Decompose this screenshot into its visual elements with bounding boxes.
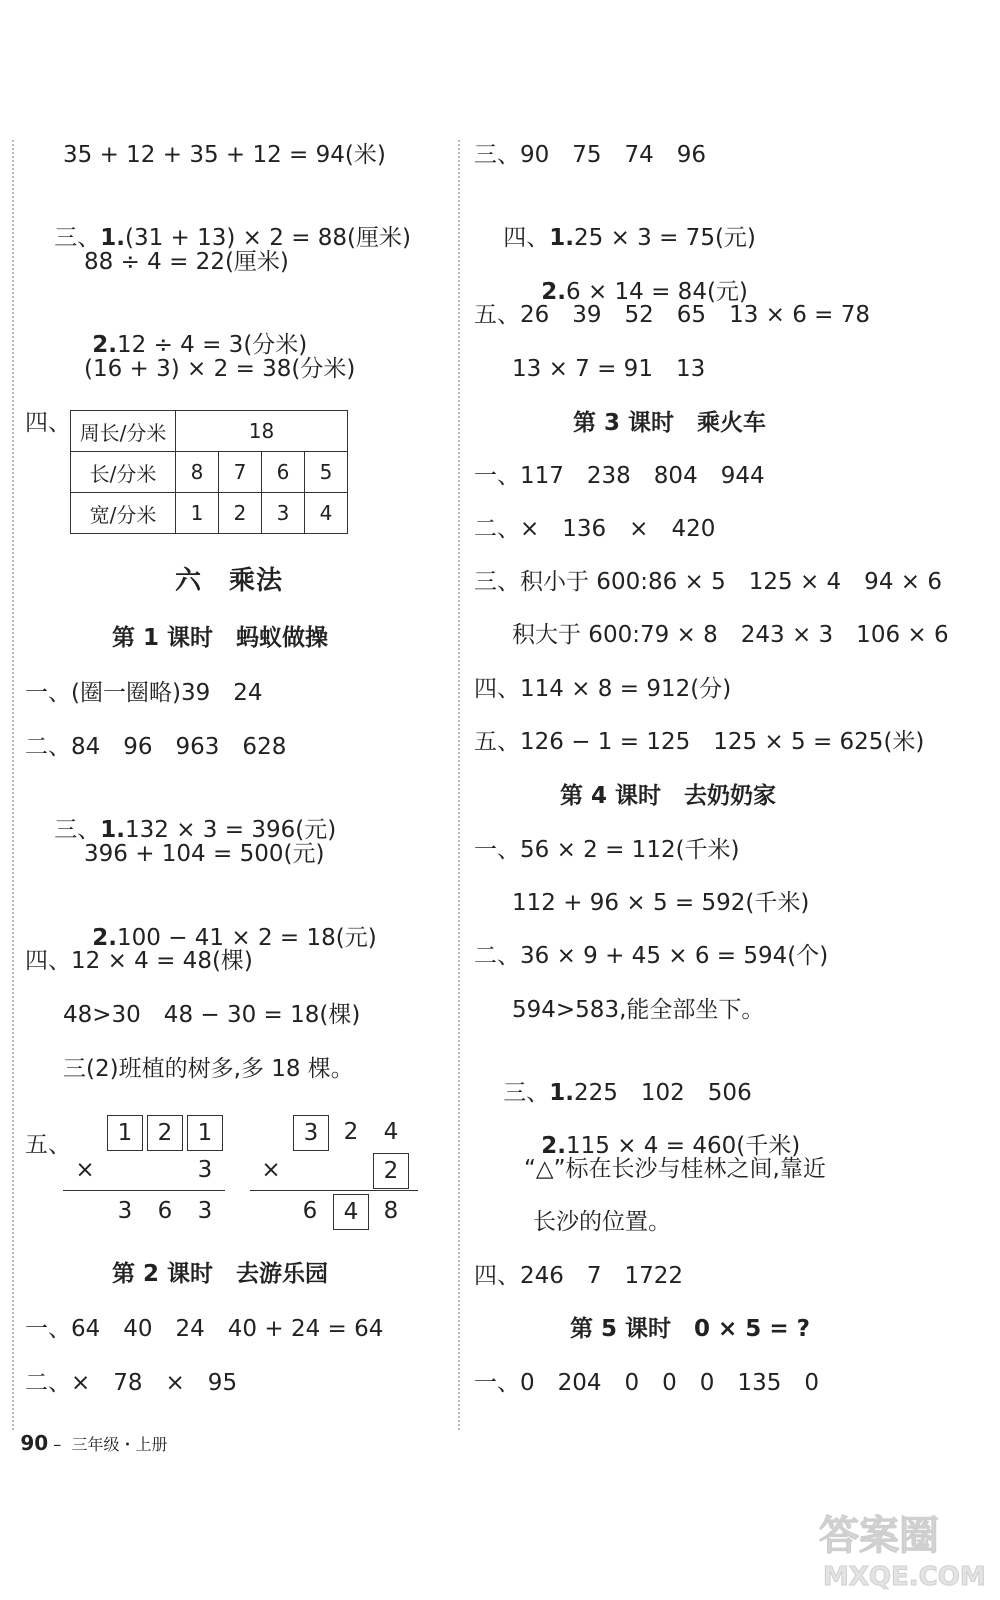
answer-line: 48>30 48 − 30 = 18(棵)	[63, 1002, 361, 1028]
answer-line: “△”标在长沙与桂林之间,靠近	[524, 1156, 826, 1182]
item-number: 2.	[541, 279, 566, 305]
answer-line: 35 + 12 + 35 + 12 = 94(米)	[63, 142, 386, 168]
answer-text: 132 × 3 = 396(元)	[125, 817, 337, 843]
answer-box: 2	[373, 1153, 409, 1189]
left-margin-rule	[12, 140, 14, 1430]
answer-line: 一、64 40 24 40 + 24 = 64	[25, 1316, 384, 1342]
result-digit: 3	[197, 1198, 213, 1224]
section-label: 四、	[25, 410, 71, 436]
table-cell: 18	[176, 411, 348, 452]
table-header-cell: 周长/分米	[71, 411, 176, 452]
answer-line: 积大于 600:79 × 8 243 × 3 106 × 6	[512, 622, 949, 648]
table-cell: 4	[305, 493, 348, 534]
answer-line: 五、26 39 52 65 13 × 6 = 78	[474, 302, 871, 328]
result-digit: 6	[157, 1198, 173, 1224]
answer-text: 25 × 3 = 75(元)	[574, 225, 756, 251]
times-sign: ×	[75, 1157, 95, 1183]
section-label: 三、	[54, 817, 101, 843]
table-row	[71, 452, 348, 493]
answer-line: 三(2)班植的树多,多 18 棵。	[63, 1056, 354, 1082]
perimeter-table	[70, 410, 348, 534]
answer-line: 三、积小于 600:86 × 5 125 × 4 94 × 6	[474, 569, 942, 595]
answer-line: 112 + 96 × 5 = 592(千米)	[512, 890, 810, 916]
answer-text: 225 102 506	[574, 1080, 752, 1106]
answer-line: 二、84 96 963 628	[25, 734, 287, 760]
svg-text:MXQE.COM: MXQE.COM	[823, 1562, 986, 1592]
item-number: 2.	[92, 925, 117, 951]
times-sign: ×	[261, 1157, 281, 1183]
answer-text: 100 − 41 × 2 = 18(元)	[117, 925, 377, 951]
section-label: 五、	[25, 1132, 71, 1158]
answer-text: 115 × 4 = 460(千米)	[566, 1133, 801, 1159]
item-number: 1.	[549, 225, 574, 251]
item-number: 2.	[541, 1133, 566, 1159]
answer-line: 13 × 7 = 91 13	[512, 356, 706, 382]
table-header-cell: 宽/分米	[71, 493, 176, 534]
lesson-title: 第 1 课时 蚂蚁做操	[112, 625, 329, 651]
table-cell: 7	[219, 452, 262, 493]
answer-line: 四、114 × 8 = 912(分)	[474, 676, 732, 702]
table-header-cell: 长/分米	[71, 452, 176, 493]
section-label: 三、	[54, 225, 101, 251]
answer-box: 3	[293, 1115, 329, 1151]
section-label: 四、	[503, 225, 550, 251]
answer-line: 二、× 136 × 420	[474, 516, 716, 542]
column-divider	[458, 140, 460, 1430]
answer-line: 四、246 7 1722	[474, 1263, 684, 1289]
item-number: 1.	[549, 1080, 574, 1106]
sum-line	[250, 1190, 418, 1191]
chapter-title: 六 乘法	[175, 566, 284, 596]
page-footer	[0, 1407, 167, 1481]
top-digit: 2	[343, 1119, 359, 1145]
lesson-title: 第 5 课时 0 × 5 = ?	[570, 1316, 810, 1342]
table-cell: 8	[176, 452, 219, 493]
table-row	[71, 493, 348, 534]
footer-grade: 三年级・上册	[71, 1435, 168, 1454]
top-digit: 4	[383, 1119, 399, 1145]
result-digit: 6	[302, 1198, 318, 1224]
answer-text: (31 + 13) × 2 = 88(厘米)	[125, 225, 412, 251]
lesson-title: 第 4 课时 去奶奶家	[560, 783, 777, 809]
answer-line: 二、× 78 × 95	[25, 1370, 238, 1396]
answer-box: 2	[147, 1115, 183, 1151]
answer-line: 三、90 75 74 96	[474, 142, 707, 168]
table-cell: 3	[262, 493, 305, 534]
answer-line: 88 ÷ 4 = 22(厘米)	[84, 249, 289, 275]
answer-text: 12 ÷ 4 = 3(分米)	[117, 332, 308, 358]
answer-line: 一、56 × 2 = 112(千米)	[474, 837, 740, 863]
item-number: 2.	[92, 332, 117, 358]
sum-line	[63, 1190, 225, 1191]
lesson-title: 第 2 课时 去游乐园	[112, 1261, 329, 1287]
answer-line: (16 + 3) × 2 = 38(分米)	[84, 356, 356, 382]
table-cell: 6	[262, 452, 305, 493]
footer-dash: –	[48, 1435, 72, 1454]
table-row	[71, 411, 348, 452]
svg-text:答案圈: 答案圈	[819, 1513, 939, 1559]
table-cell: 5	[305, 452, 348, 493]
section-label: 三、	[503, 1080, 550, 1106]
page-number: 90	[20, 1431, 49, 1455]
multiplier-digit: 3	[197, 1157, 213, 1183]
result-digit: 8	[383, 1198, 399, 1224]
result-digit: 3	[117, 1198, 133, 1224]
lesson-title: 第 3 课时 乘火车	[573, 410, 767, 436]
answer-text: 6 × 14 = 84(元)	[566, 279, 748, 305]
watermark-logo	[815, 1495, 990, 1595]
answer-box: 4	[333, 1194, 369, 1230]
answer-line: 长沙的位置。	[533, 1209, 671, 1235]
table-cell: 1	[176, 493, 219, 534]
answer-box: 1	[187, 1115, 223, 1151]
answer-line: 二、36 × 9 + 45 × 6 = 594(个)	[474, 943, 829, 969]
answer-line: 594>583,能全部坐下。	[512, 997, 765, 1023]
answer-line: 一、0 204 0 0 0 135 0	[474, 1370, 819, 1396]
item-number: 1.	[100, 817, 125, 843]
answer-line: 五、126 − 1 = 125 125 × 5 = 625(米)	[474, 729, 925, 755]
answer-box: 1	[107, 1115, 143, 1151]
table-cell: 2	[219, 493, 262, 534]
answer-line: 四、12 × 4 = 48(棵)	[25, 948, 253, 974]
answer-line: 一、(圈一圈略)39 24	[25, 680, 263, 706]
answer-line: 一、117 238 804 944	[474, 463, 765, 489]
answer-line: 396 + 104 = 500(元)	[84, 841, 325, 867]
item-number: 1.	[100, 225, 125, 251]
